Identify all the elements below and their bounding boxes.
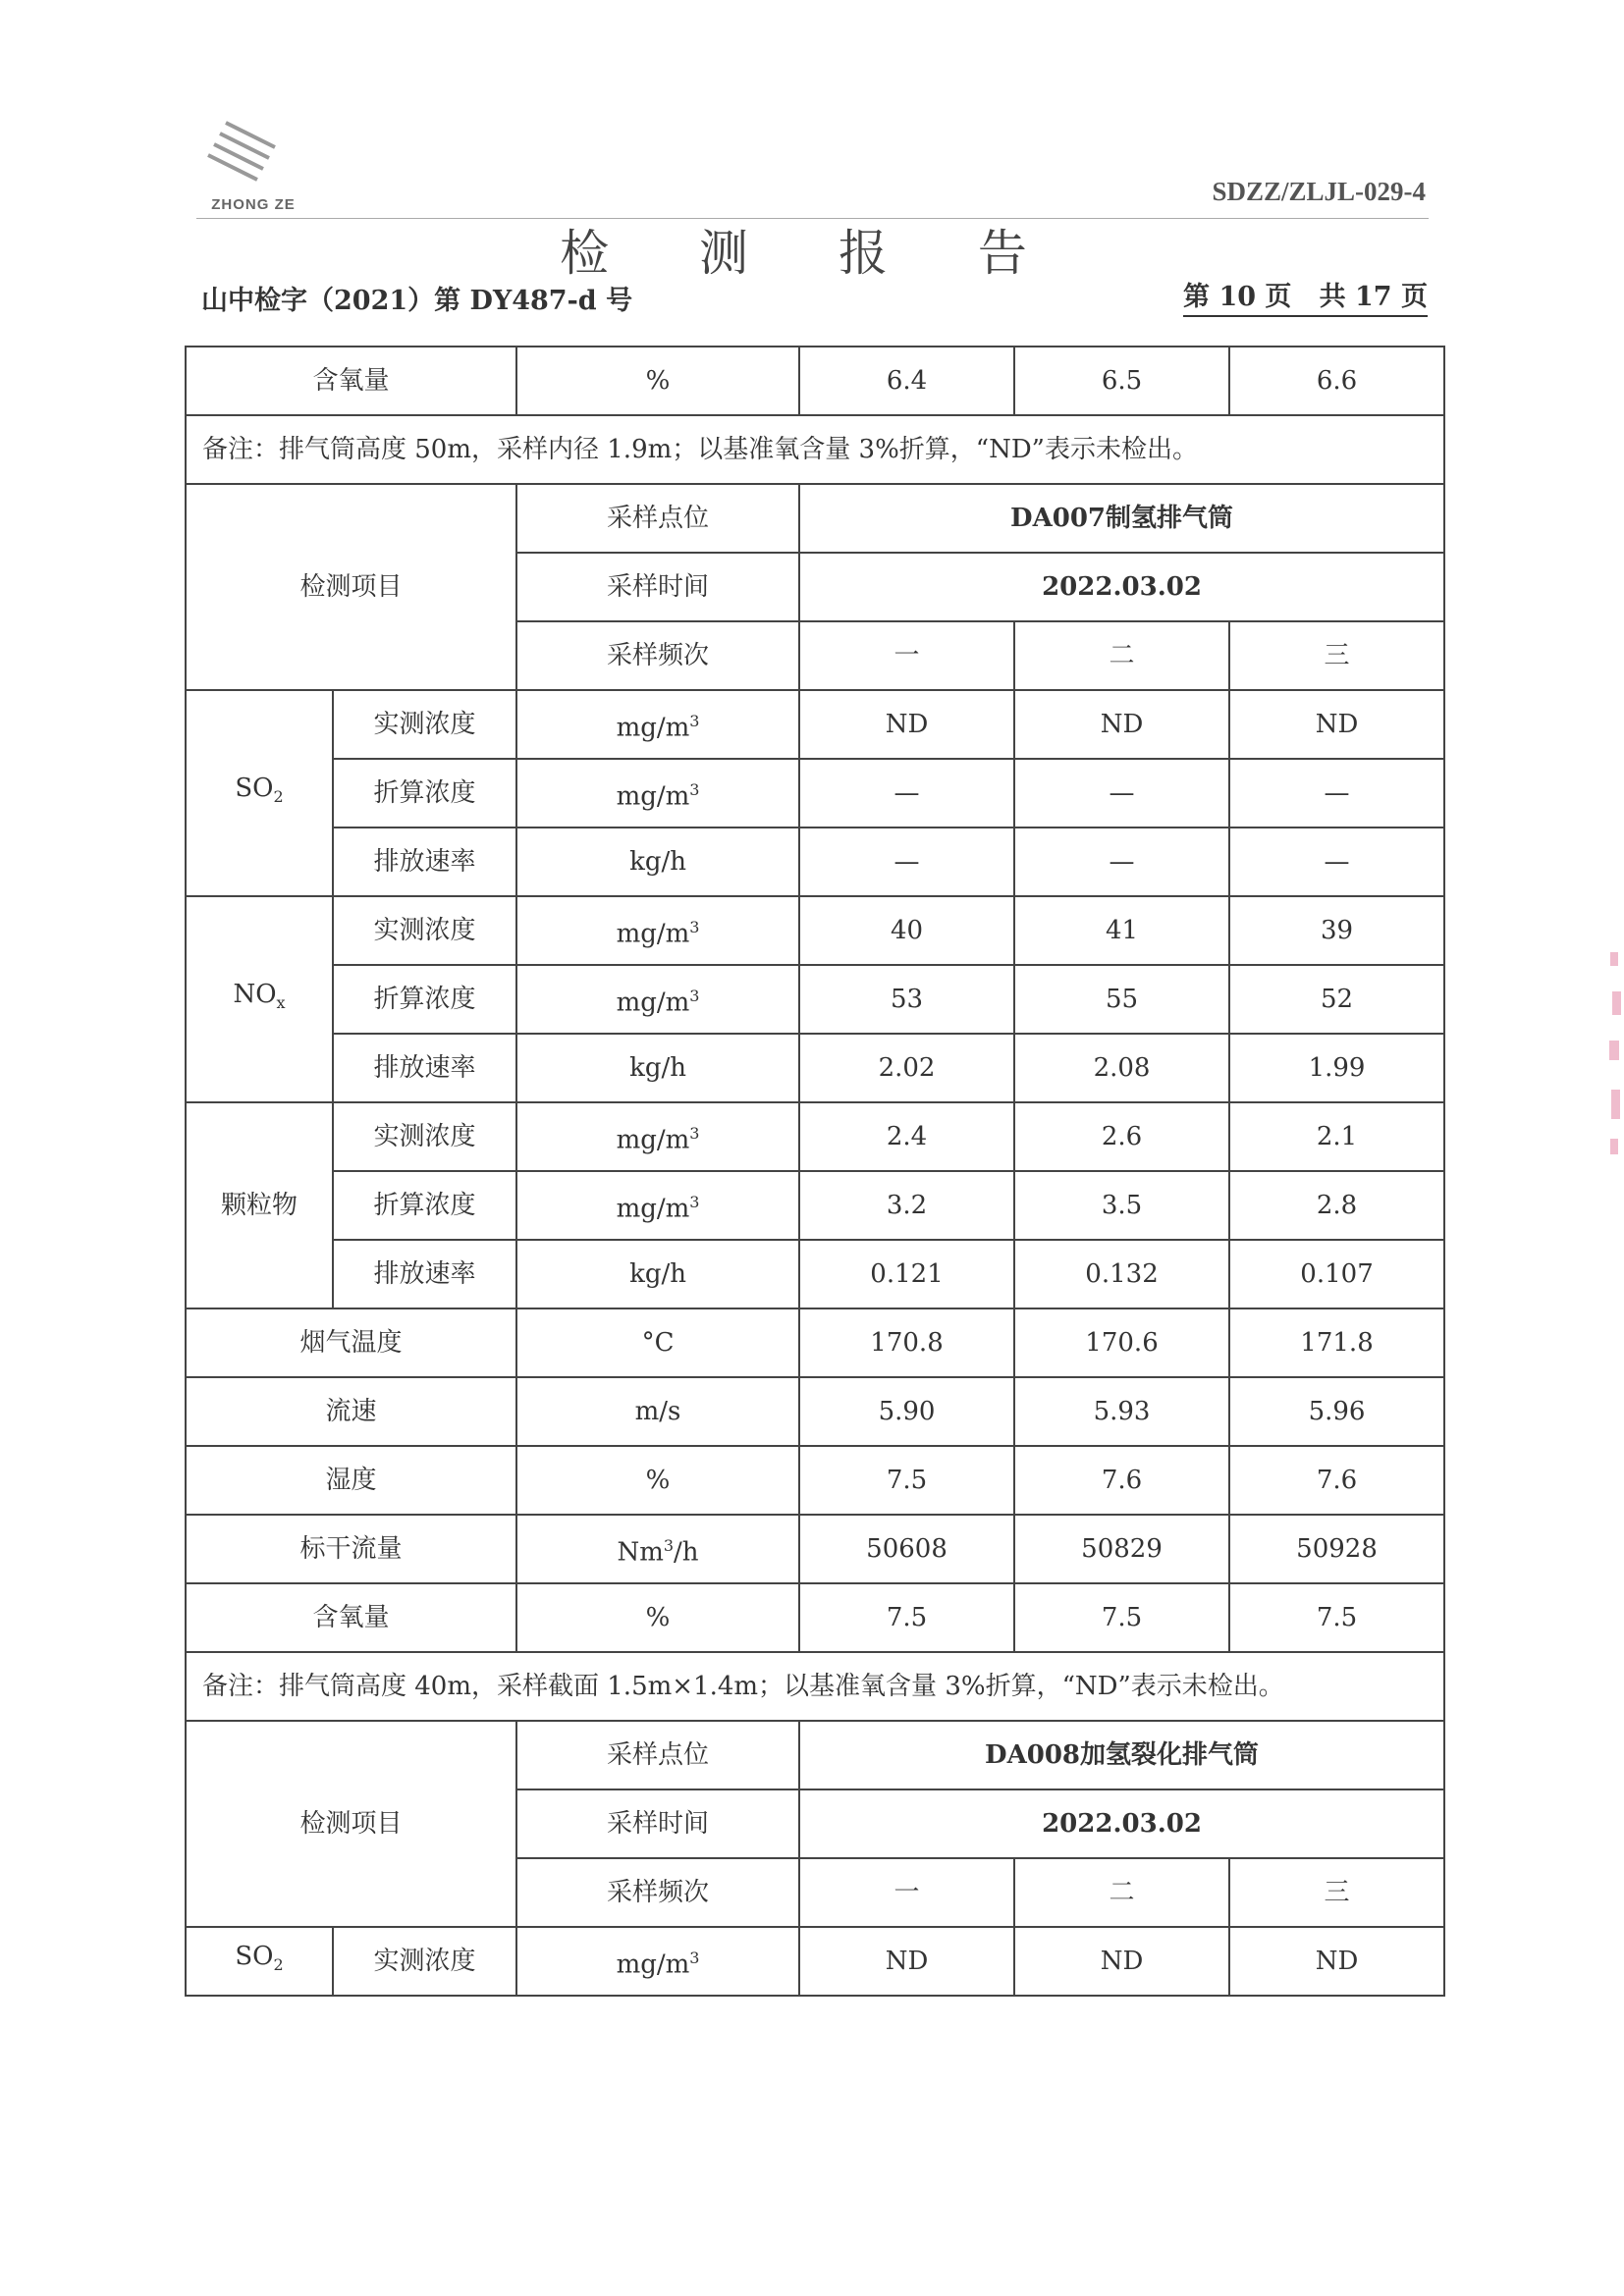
- remarks-note: 备注：排气筒高度 40m，采样截面 1.5m×1.4m；以基准氧含量 3%折算，“ND”表示未检出。: [186, 1652, 1444, 1721]
- value-cell: 40: [799, 896, 1014, 965]
- table-row: [186, 896, 1444, 965]
- value-cell: ND: [1014, 690, 1229, 759]
- value-cell: 5.90: [799, 1377, 1014, 1446]
- unit-cell: $mg/m^3$: [516, 759, 799, 828]
- value-cell: 6.4: [799, 347, 1014, 415]
- point-value: DA008加氢裂化排气筒: [799, 1721, 1444, 1789]
- freq-cell: 三: [1229, 1858, 1444, 1927]
- row-item: 折算浓度: [333, 965, 516, 1034]
- seal-edge-mark: [1606, 942, 1624, 1168]
- item-label: 检测项目: [186, 1721, 516, 1927]
- table-row: [186, 965, 1444, 1034]
- freq-cell: 二: [1014, 1858, 1229, 1927]
- value-cell: ND: [1229, 690, 1444, 759]
- freq-cell: 一: [799, 1858, 1014, 1927]
- time-label: 采样时间: [516, 553, 799, 621]
- report-number: 山中检字（2021）第 DY487-d 号: [201, 286, 633, 316]
- unit-cell: $mg/m^3$: [516, 1927, 799, 1996]
- value-cell: 1.99: [1229, 1034, 1444, 1102]
- document-code: SDZZ/ZLJL-029-4: [1212, 177, 1426, 206]
- value-cell: ND: [799, 690, 1014, 759]
- value-cell: ND: [799, 1927, 1014, 1996]
- table-row: [186, 1240, 1444, 1308]
- row-label: 烟气温度: [186, 1308, 516, 1377]
- value-cell: 6.6: [1229, 347, 1444, 415]
- freq-label: 采样频次: [516, 1858, 799, 1927]
- value-cell: 0.107: [1229, 1240, 1444, 1308]
- test-results-table: [185, 346, 1445, 1997]
- unit-cell: %: [516, 347, 799, 415]
- point-value: DA007制氢排气筒: [799, 484, 1444, 553]
- row-label: 含氧量: [186, 1583, 516, 1652]
- value-cell: 3.5: [1014, 1171, 1229, 1240]
- unit-cell: kg/h: [516, 1034, 799, 1102]
- value-cell: 3.2: [799, 1171, 1014, 1240]
- row-item: 实测浓度: [333, 690, 516, 759]
- unit-cell: °C: [516, 1308, 799, 1377]
- point-label: 采样点位: [516, 484, 799, 553]
- value-cell: 171.8: [1229, 1308, 1444, 1377]
- freq-cell: 二: [1014, 621, 1229, 690]
- table-row: [186, 484, 1444, 553]
- value-cell: 170.8: [799, 1308, 1014, 1377]
- unit-cell: %: [516, 1446, 799, 1515]
- table-row: [186, 1034, 1444, 1102]
- note-row: [186, 1652, 1444, 1721]
- table-row: [186, 1927, 1444, 1996]
- so2-label: $SO_2$: [186, 1927, 333, 1996]
- page-title: 检 测 报 告: [560, 225, 1064, 282]
- unit-cell: kg/h: [516, 828, 799, 896]
- page-number: 第 10 页 共 17 页: [1183, 275, 1428, 317]
- unit-cell: $mg/m^3$: [516, 896, 799, 965]
- value-cell: 5.93: [1014, 1377, 1229, 1446]
- freq-cell: 三: [1229, 621, 1444, 690]
- value-cell: ND: [1229, 1927, 1444, 1996]
- value-cell: 0.121: [799, 1240, 1014, 1308]
- so2-label: $SO_2$: [186, 690, 333, 896]
- row-item: 实测浓度: [333, 1102, 516, 1171]
- unit-cell: $mg/m^3$: [516, 690, 799, 759]
- row-item: 排放速率: [333, 828, 516, 896]
- table-row: [186, 1377, 1444, 1446]
- value-cell: 55: [1014, 965, 1229, 1034]
- row-item: 排放速率: [333, 1240, 516, 1308]
- note-row: [186, 415, 1444, 484]
- table-row: [186, 1171, 1444, 1240]
- value-cell: 7.5: [1014, 1583, 1229, 1652]
- point-label: 采样点位: [516, 1721, 799, 1789]
- unit-cell: Nm$^3$/h: [516, 1515, 799, 1583]
- value-cell: —: [1229, 759, 1444, 828]
- table-row: [186, 1102, 1444, 1171]
- value-cell: —: [799, 828, 1014, 896]
- value-cell: 50829: [1014, 1515, 1229, 1583]
- value-cell: 7.5: [799, 1446, 1014, 1515]
- value-cell: 6.5: [1014, 347, 1229, 415]
- value-cell: —: [1014, 828, 1229, 896]
- row-label: 湿度: [186, 1446, 516, 1515]
- table-row: [186, 690, 1444, 759]
- value-cell: 0.132: [1014, 1240, 1229, 1308]
- value-cell: 53: [799, 965, 1014, 1034]
- zhongze-logo-icon: [206, 118, 295, 187]
- row-label: 含氧量: [186, 347, 516, 415]
- value-cell: 41: [1014, 896, 1229, 965]
- company-logo: [196, 118, 304, 216]
- unit-cell: $mg/m^3$: [516, 965, 799, 1034]
- value-cell: 5.96: [1229, 1377, 1444, 1446]
- unit-cell: $mg/m^3$: [516, 1171, 799, 1240]
- nox-label: $NO_x$: [186, 896, 333, 1102]
- value-cell: —: [799, 759, 1014, 828]
- unit-cell: kg/h: [516, 1240, 799, 1308]
- value-cell: 170.6: [1014, 1308, 1229, 1377]
- row-label: 流速: [186, 1377, 516, 1446]
- remarks-note: 备注：排气筒高度 50m，采样内径 1.9m；以基准氧含量 3%折算，“ND”表示未检出。: [186, 415, 1444, 484]
- value-cell: 2.02: [799, 1034, 1014, 1102]
- value-cell: 2.4: [799, 1102, 1014, 1171]
- time-value: 2022.03.02: [799, 553, 1444, 621]
- table-row: [186, 1308, 1444, 1377]
- row-item: 排放速率: [333, 1034, 516, 1102]
- value-cell: ND: [1014, 1927, 1229, 1996]
- value-cell: 7.5: [799, 1583, 1014, 1652]
- value-cell: 52: [1229, 965, 1444, 1034]
- pm-label: 颗粒物: [186, 1102, 333, 1308]
- unit-cell: %: [516, 1583, 799, 1652]
- value-cell: —: [1229, 828, 1444, 896]
- value-cell: 7.6: [1229, 1446, 1444, 1515]
- value-cell: 50608: [799, 1515, 1014, 1583]
- value-cell: 7.5: [1229, 1583, 1444, 1652]
- value-cell: 2.1: [1229, 1102, 1444, 1171]
- table-row: [186, 347, 1444, 415]
- time-label: 采样时间: [516, 1789, 799, 1858]
- time-value: 2022.03.02: [799, 1789, 1444, 1858]
- row-item: 实测浓度: [333, 1927, 516, 1996]
- item-label: 检测项目: [186, 484, 516, 690]
- value-cell: 2.6: [1014, 1102, 1229, 1171]
- row-item: 折算浓度: [333, 759, 516, 828]
- freq-cell: 一: [799, 621, 1014, 690]
- table-row: [186, 1721, 1444, 1789]
- table-row: [186, 1446, 1444, 1515]
- value-cell: 7.6: [1014, 1446, 1229, 1515]
- row-item: 折算浓度: [333, 1171, 516, 1240]
- freq-label: 采样频次: [516, 621, 799, 690]
- table-row: [186, 1583, 1444, 1652]
- value-cell: —: [1014, 759, 1229, 828]
- row-item: 实测浓度: [333, 896, 516, 965]
- unit-cell: $mg/m^3$: [516, 1102, 799, 1171]
- table-row: [186, 828, 1444, 896]
- value-cell: 39: [1229, 896, 1444, 965]
- value-cell: 2.8: [1229, 1171, 1444, 1240]
- logo-text: ZHONG ZE: [211, 196, 296, 213]
- table-row: [186, 1515, 1444, 1583]
- table-row: [186, 759, 1444, 828]
- unit-cell: m/s: [516, 1377, 799, 1446]
- value-cell: 2.08: [1014, 1034, 1229, 1102]
- row-label: 标干流量: [186, 1515, 516, 1583]
- value-cell: 50928: [1229, 1515, 1444, 1583]
